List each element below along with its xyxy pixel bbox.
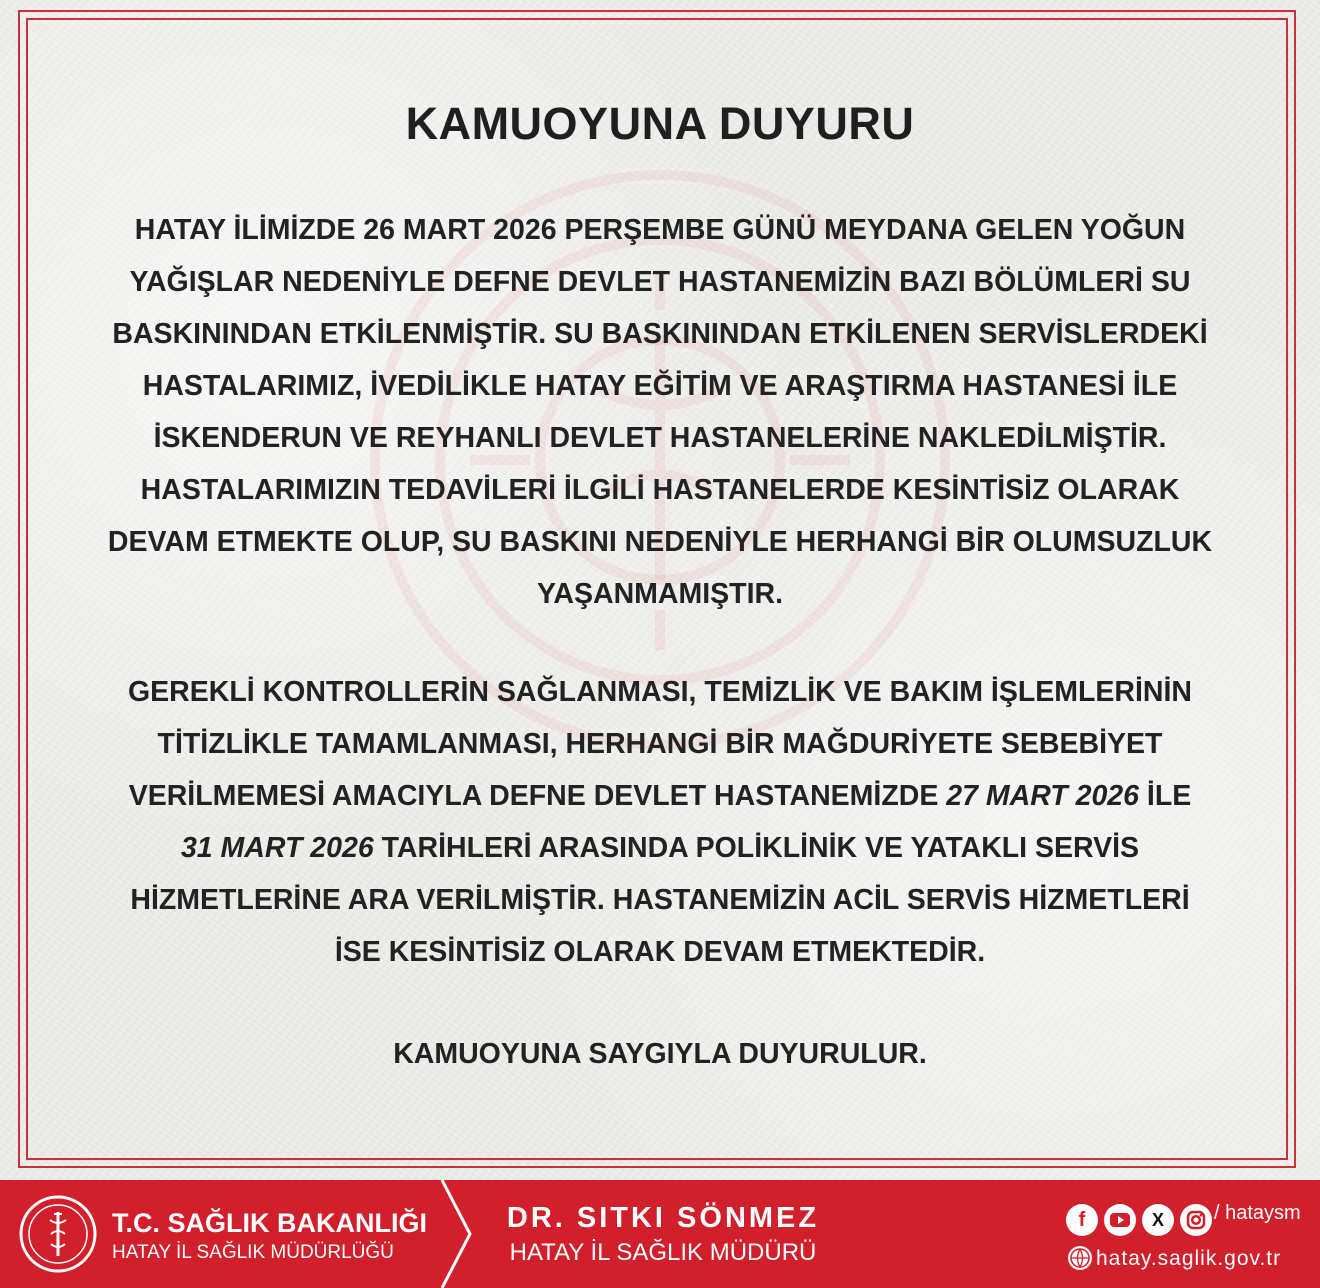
paragraph-line: HATAY İLİMİZDE 26 MART 2026 PERŞEMBE GÜNÜ MEYDANA GELEN YOĞUN bbox=[134, 214, 1186, 246]
start-date: 27 MART 2026 bbox=[946, 780, 1140, 812]
director-name: DR. SITKI SÖNMEZ bbox=[506, 1202, 820, 1234]
organization-name: T.C. SAĞLIK BAKANLIĞI bbox=[112, 1208, 427, 1238]
social-handle-text: hataysm bbox=[1225, 1202, 1301, 1224]
paragraph-text: VERİLMEMESİ AMACIYLA DEFNE DEVLET HASTANEMİZDE bbox=[128, 780, 947, 812]
paragraph-line: HİZMETLERİNE ARA VERİLMİŞTİR. HASTANEMİZİN ACİL SERVİS HİZMETLERİ bbox=[130, 884, 1190, 916]
paragraph-line: YAĞIŞLAR NEDENİYLE DEFNE DEVLET HASTANEMİZİN BAZI BÖLÜMLERİ SU bbox=[129, 266, 1191, 298]
paragraph-line: İSKENDERUN VE REYHANLI DEVLET HASTANELERİNE NAKLEDİLMİŞTİR. bbox=[153, 422, 1167, 454]
footer-bar bbox=[0, 1180, 1320, 1288]
organization-subtitle: HATAY İL SAĞLIK MÜDÜRLÜĞÜ bbox=[112, 1242, 394, 1263]
youtube-icon[interactable] bbox=[1104, 1204, 1136, 1236]
social-handle[interactable]: / hataysm bbox=[1214, 1202, 1301, 1224]
announcement-title: KAMUOYUNA DUYURU bbox=[405, 98, 915, 149]
facebook-icon[interactable]: f bbox=[1066, 1204, 1098, 1236]
paragraph-line: YAŞANMAMIŞTIR. bbox=[537, 578, 783, 610]
paragraph-line: DEVAM ETMEKTE OLUP, SU BASKINI NEDENİYLE HERHANGİ BİR OLUMSUZLUK bbox=[107, 526, 1213, 558]
website-link[interactable] bbox=[1068, 1246, 1281, 1271]
paragraph-line: İSE KESİNTİSİZ OLARAK DEVAM ETMEKTEDİR. bbox=[334, 936, 986, 968]
end-date: 31 MART 2026 bbox=[180, 832, 374, 864]
paragraph-line: HASTALARIMIZIN TEDAVİLERİ İLGİLİ HASTANELERDE KESİNTİSİZ OLARAK bbox=[140, 474, 1180, 506]
globe-icon bbox=[1068, 1246, 1092, 1270]
paragraph-line bbox=[80, 822, 1240, 874]
paragraph-text: TARİHLERİ ARASINDA POLİKLİNİK VE YATAKLI SERVİS bbox=[373, 832, 1140, 864]
closing-statement: KAMUOYUNA SAYGIYLA DUYURULUR. bbox=[393, 1038, 927, 1070]
paragraph-line: BASKININDAN ETKİLENMİŞTİR. SU BASKININDAN ETKİLENEN SERVİSLERDEKİ bbox=[112, 318, 1208, 350]
website-text: hatay.saglik.gov.tr bbox=[1096, 1247, 1282, 1270]
x-icon[interactable]: X bbox=[1142, 1204, 1174, 1236]
paragraph-text: İLE bbox=[1139, 780, 1192, 812]
paragraph-line: GEREKLİ KONTROLLERİN SAĞLANMASI, TEMİZLİK VE BAKIM İŞLEMLERİNİN bbox=[128, 676, 1192, 708]
announcement-paragraph-2 bbox=[80, 666, 1240, 978]
instagram-icon[interactable] bbox=[1180, 1204, 1212, 1236]
announcement-paragraph-1 bbox=[80, 204, 1240, 620]
paragraph-line: TİTİZLİKLE TAMAMLANMASI, HERHANGİ BİR MAĞDURİYETE SEBEBİYET bbox=[157, 728, 1163, 760]
ministry-logo-icon bbox=[18, 1194, 98, 1274]
paragraph-line bbox=[80, 770, 1240, 822]
paragraph-line: HASTALARIMIZ, İVEDİLİKLE HATAY EĞİTİM VE ARAŞTIRMA HASTANESİ İLE bbox=[142, 370, 1178, 402]
director-title: HATAY İL SAĞLIK MÜDÜRÜ bbox=[509, 1239, 817, 1266]
